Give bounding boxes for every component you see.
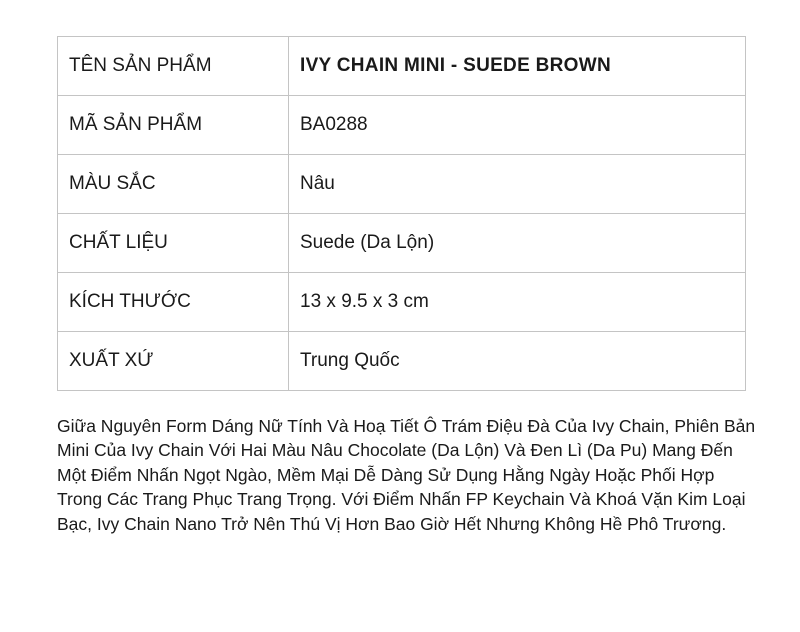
spec-value: IVY CHAIN MINI - SUEDE BROWN	[289, 37, 746, 96]
spec-label: CHẤT LIỆU	[58, 214, 289, 273]
spec-label: KÍCH THƯỚC	[58, 273, 289, 332]
spec-label: MÀU SẮC	[58, 155, 289, 214]
spec-value: BA0288	[289, 96, 746, 155]
spec-row-product-code	[58, 96, 746, 155]
spec-row-origin	[58, 332, 746, 391]
spec-label: TÊN SẢN PHẨM	[58, 37, 289, 96]
spec-value: Suede (Da Lộn)	[289, 214, 746, 273]
spec-row-color	[58, 155, 746, 214]
product-spec-table	[57, 36, 746, 391]
spec-value: Trung Quốc	[289, 332, 746, 391]
spec-row-size	[58, 273, 746, 332]
spec-row-product-name	[58, 37, 746, 96]
spec-label: XUẤT XỨ	[58, 332, 289, 391]
spec-label: MÃ SẢN PHẨM	[58, 96, 289, 155]
product-description: Giữa Nguyên Form Dáng Nữ Tính Và Hoạ Tiết Ô Trám Điệu Đà Của Ivy Chain, Phiên Bản Mini Của Ivy Chain Với Hai Màu Nâu Chocolate (Da Lộn) Và Đen Lì (Da Pu) Mang Đến Một Điểm Nhấn Ngọt Ngào, Mềm Mại Dễ Dàng Sử Dụng Hằng Ngày Hoặc Phối Hợp Trong Các Trang Phục Trang Trọng. Với Điểm Nhấn FP Keychain Và Khoá Vặn Kim Loại Bạc, Ivy Chain Nano Trở Nên Thú Vị Hơn Bao Giờ Hết Nhưng Không Hề Phô Trương.	[57, 416, 756, 534]
spec-value: Nâu	[289, 155, 746, 214]
spec-value: 13 x 9.5 x 3 cm	[289, 273, 746, 332]
spec-row-material	[58, 214, 746, 273]
